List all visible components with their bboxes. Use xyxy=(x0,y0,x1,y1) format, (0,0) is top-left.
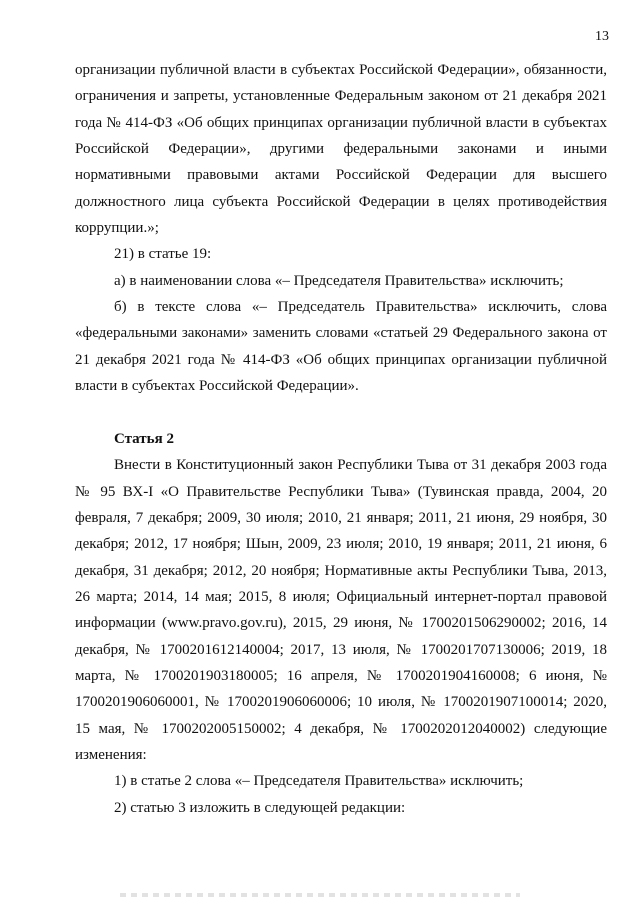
text-line: 26 марта; 2014, 14 мая; 2015, 8 июля; Официальный интернет-портал правовой xyxy=(75,588,607,605)
text-line: года № 414-ФЗ «Об общих принципах организации публичной власти в субъектах xyxy=(75,114,607,131)
text-line: декабря, № 1700201612140004; 2017, 13 июля, № 1700201707130006; 2019, 18 xyxy=(75,641,607,658)
text-line: декабря; 2012, 17 ноября; Шын, 2009, 23 июля; 2010, 19 января; 2011, 21 июня, 6 xyxy=(75,536,607,553)
text-line: организации публичной власти в субъектах Российской Федерации», обязанности, xyxy=(75,62,607,78)
article-heading: Статья 2 xyxy=(114,430,174,447)
text-line: должностного лица субъекта Российской Федерации в целях противодействия xyxy=(75,193,607,210)
document-body xyxy=(75,57,607,821)
text-line: изменения: xyxy=(75,746,147,763)
text-line: декабря, 31 декабря; 2012, 20 ноября; Нормативные акты Республики Тыва, 2013, xyxy=(75,562,607,579)
list-item-b: б) в тексте слова «– Председатель Правительства» исключить, слова xyxy=(114,299,607,316)
text-line: 21 декабря 2021 года № 414-ФЗ «Об общих принципах организации публичной xyxy=(75,351,607,368)
text-line: Внести в Конституционный закон Республики Тыва от 31 декабря 2003 года xyxy=(114,457,607,474)
text-line: Российской Федерации», другими федеральными законами и иными xyxy=(75,141,607,158)
text-line: 1700201906060001, № 1700201906060006; 10 июля, № 1700201907100014; 2020, xyxy=(75,694,607,711)
text-line: 15 мая, № 1700202005150002; 4 декабря, № 1700202012040002) следующие xyxy=(75,720,607,737)
list-item-1: 1) в статье 2 слова «– Председателя Правительства» исключить; xyxy=(114,773,524,790)
page-number: 13 xyxy=(595,29,609,44)
text-line: «федеральными законами» заменить словами «статьей 29 Федерального закона от xyxy=(75,325,607,342)
text-line: ограничения и запреты, установленные Федеральным законом от 21 декабря 2021 xyxy=(75,88,607,105)
scan-artifact xyxy=(120,893,520,897)
list-item-a: а) в наименовании слова «– Председателя Правительства» исключить; xyxy=(114,272,564,289)
text-line: власти в субъектах Российской Федерации». xyxy=(75,378,359,395)
text-line: информации (www.pravo.gov.ru), 2015, 29 июня, № 1700201506290002; 2016, 14 xyxy=(75,615,607,632)
list-item-21: 21) в статье 19: xyxy=(114,246,212,263)
text-line: № 95 ВХ-I «О Правительстве Республики Тыва» (Тувинская правда, 2004, 20 xyxy=(75,483,607,500)
text-line: нормативными правовыми актами Российской Федерации для высшего xyxy=(75,167,607,184)
text-line: марта, № 1700201903180005; 16 апреля, № 1700201904160008; 6 июня, № xyxy=(75,667,607,684)
text-line: коррупции.»; xyxy=(75,220,159,237)
section-spacer xyxy=(75,399,607,425)
list-item-2: 2) статью 3 изложить в следующей редакции: xyxy=(114,799,406,816)
text-line: февраля, 7 декабря; 2009, 30 июля; 2010, 21 января; 2011, 21 июня, 29 ноября, 30 xyxy=(75,509,607,526)
